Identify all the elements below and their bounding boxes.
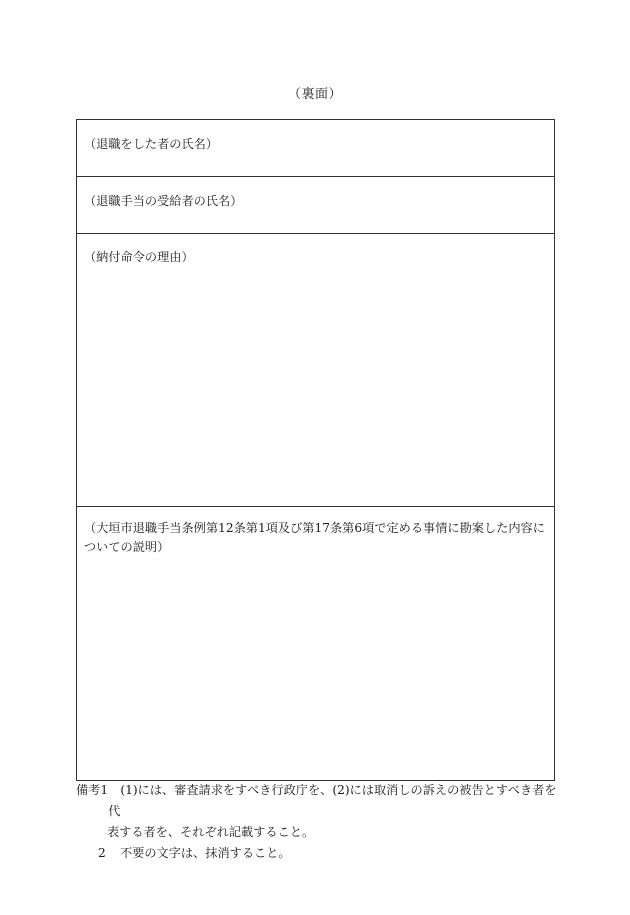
note-1-line-1: (1)には、審査請求をすべき行政庁を、(2)には取消しの訴えの被告とすべき者を代 xyxy=(108,783,557,818)
explanation-label: （大垣市退職手当条例第12条第1項及び第17条第6項で定める事情に勘案した内容についての説明） xyxy=(84,521,545,554)
note-2-text: 不要の文字は、抹消すること。 xyxy=(120,846,291,860)
payment-order-reason-field[interactable] xyxy=(77,234,554,507)
notes-heading: 備考1 xyxy=(76,783,109,797)
note-1 xyxy=(76,780,566,822)
retiree-name-field[interactable] xyxy=(77,120,554,177)
page-title: （裏面） xyxy=(287,87,342,102)
explanation-field[interactable] xyxy=(77,507,554,780)
payment-order-reason-label: （納付命令の理由） xyxy=(84,250,194,264)
note-1-line-2: 表する者を、それぞれ記載すること。 xyxy=(107,825,315,839)
notes-section xyxy=(76,780,566,864)
form-table xyxy=(76,119,555,781)
retiree-name-label: （退職をした者の氏名） xyxy=(84,137,219,151)
note-2-number: 2 xyxy=(98,846,106,860)
recipient-name-field[interactable] xyxy=(77,177,554,234)
note-2 xyxy=(76,843,566,864)
recipient-name-label: （退職手当の受給者の氏名） xyxy=(84,194,243,208)
